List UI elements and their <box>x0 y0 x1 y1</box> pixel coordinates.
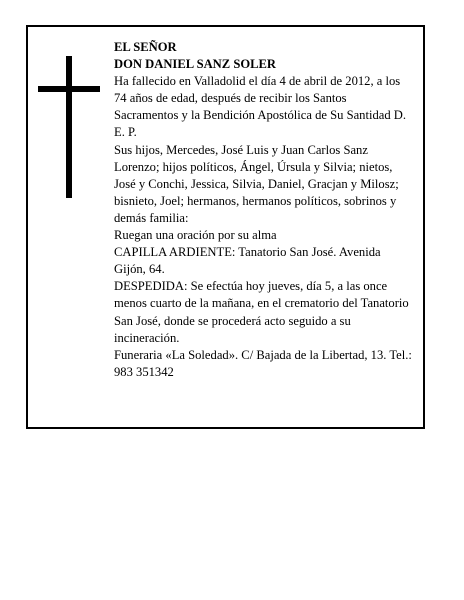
notice-text <box>114 39 414 381</box>
cross-icon <box>38 56 100 198</box>
deceased-name: DON DANIEL SANZ SOLER <box>114 57 277 72</box>
farewell-info: DESPEDIDA: Se efectúa hoy jueves, día 5, a las once menos cuarto de la mañana, en el crematorio del Tanatorio San José, donde se procederá acto seguido a su incineración. <box>114 279 409 345</box>
cross-horizontal-bar <box>38 86 100 92</box>
death-announcement: Ha fallecido en Valladolid el día 4 de abril de 2012, a los 74 años de edad, después de recibir los Santos Sacramentos y la Bendición Apostólica de Su Santidad D. E. P. <box>114 74 407 140</box>
notice-title-line1: EL SEÑOR <box>114 40 177 54</box>
chapel-info: CAPILLA ARDIENTE: Tanatorio San José. Avenida Gijón, 64. <box>114 245 381 277</box>
cross-vertical-bar <box>66 56 72 198</box>
prayer-request: Ruegan una oración por su alma <box>114 228 277 243</box>
funeral-home-info: Funeraria «La Soledad». C/ Bajada de la Libertad, 13. Tel.: 983 351342 <box>114 347 412 379</box>
family-list: Sus hijos, Mercedes, José Luis y Juan Carlos Sanz Lorenzo; hijos políticos, Ángel, Úrsula y Silvia; nietos, José y Conchi, Jessica, Silvia, Daniel, Gracjan y Milosz; bisnieto, Joel; hermanos, hermanos políticos, sobrinos y demás familia: <box>114 142 399 225</box>
obituary-notice <box>26 25 425 429</box>
